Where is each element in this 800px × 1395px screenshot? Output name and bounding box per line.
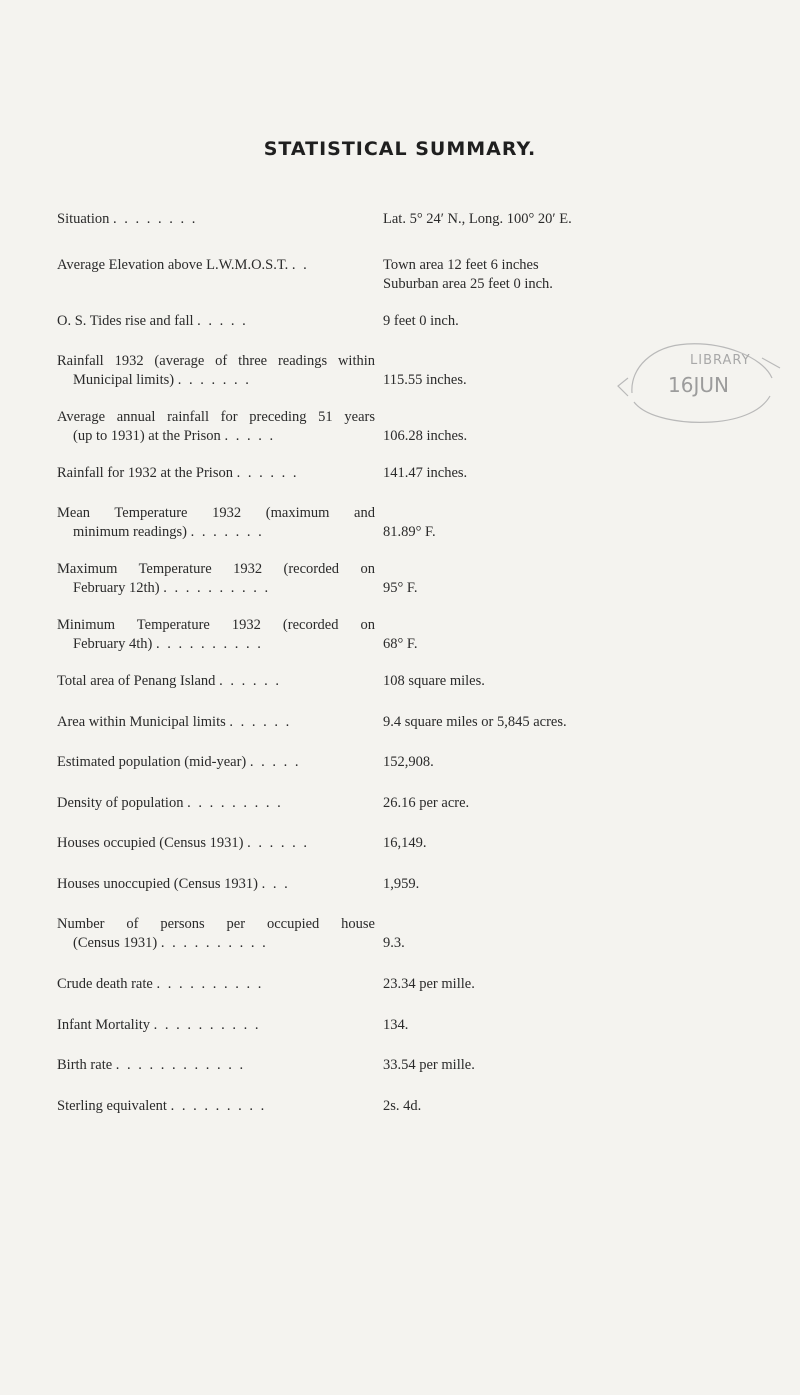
row-value: 81.89° F. bbox=[383, 524, 436, 540]
row-value: 26.16 per acre. bbox=[383, 795, 470, 811]
page-title: STATISTICAL SUMMARY. bbox=[263, 138, 537, 160]
row-label: Minimum Temperature 1932 (recorded on February 4th) . . . . . . . . . . bbox=[57, 617, 375, 652]
stamp-library-text: LIBRARY bbox=[690, 353, 751, 368]
row-value: 115.55 inches. bbox=[383, 372, 467, 388]
row-value: 68° F. bbox=[383, 636, 418, 652]
row-value: 9.4 square miles or 5,845 acres. bbox=[383, 714, 567, 730]
row-label: Total area of Penang Island . . . . . . bbox=[57, 673, 281, 689]
row-label: Density of population . . . . . . . . . bbox=[57, 795, 283, 811]
row-label: Houses unoccupied (Census 1931) . . . bbox=[57, 876, 290, 892]
row-label: Maximum Temperature 1932 (recorded on February 12th) . . . . . . . . . . bbox=[57, 561, 375, 596]
row-label: Average Elevation above L.W.M.O.S.T. . . bbox=[57, 257, 309, 273]
row-value: 23.34 per mille. bbox=[383, 976, 475, 992]
row-label: Sterling equivalent . . . . . . . . . bbox=[57, 1098, 267, 1114]
row-label: Rainfall for 1932 at the Prison . . . . . . bbox=[57, 465, 299, 481]
row-value: 9 feet 0 inch. bbox=[383, 313, 459, 329]
row-label: Crude death rate . . . . . . . . . . bbox=[57, 976, 264, 992]
row-label: Number of persons per occupied house (Census 1931) . . . . . . . . . . bbox=[57, 916, 375, 951]
row-value: 152,908. bbox=[383, 754, 434, 770]
row-label: Average annual rainfall for preceding 51 years (up to 1931) at the Prison . . . . . bbox=[57, 409, 375, 444]
row-value: 134. bbox=[383, 1017, 409, 1033]
row-label: Houses occupied (Census 1931) . . . . . . bbox=[57, 835, 309, 851]
row-value: 106.28 inches. bbox=[383, 428, 468, 444]
row-value: 108 square miles. bbox=[383, 673, 485, 689]
row-value: Lat. 5° 24′ N., Long. 100° 20′ E. bbox=[383, 211, 572, 227]
row-value: 141.47 inches. bbox=[383, 465, 468, 481]
stamp-date-text: 16JUN bbox=[668, 373, 729, 397]
row-label: O. S. Tides rise and fall . . . . . bbox=[57, 313, 248, 329]
row-value: 2s. 4d. bbox=[383, 1098, 422, 1114]
row-value: 33.54 per mille. bbox=[383, 1057, 475, 1073]
row-label: Rainfall 1932 (average of three readings within Municipal limits) . . . . . . . bbox=[57, 353, 375, 388]
row-label: Infant Mortality . . . . . . . . . . bbox=[57, 1017, 261, 1033]
row-value: 1,959. bbox=[383, 876, 420, 892]
library-stamp bbox=[612, 338, 784, 426]
row-label: Birth rate . . . . . . . . . . . . bbox=[57, 1057, 246, 1073]
row-value: 95° F. bbox=[383, 580, 418, 596]
row-value: Town area 12 feet 6 inches Suburban area 25 feet 0 inch. bbox=[383, 257, 553, 292]
row-value: 9.3. bbox=[383, 935, 405, 951]
row-label: Estimated population (mid-year) . . . . . bbox=[57, 754, 301, 770]
row-value: 16,149. bbox=[383, 835, 427, 851]
row-label: Area within Municipal limits . . . . . . bbox=[57, 714, 292, 730]
row-label: Situation . . . . . . . . bbox=[57, 211, 198, 227]
library-stamp-graphic bbox=[612, 338, 784, 426]
row-label: Mean Temperature 1932 (maximum and minimum readings) . . . . . . . bbox=[57, 505, 375, 540]
